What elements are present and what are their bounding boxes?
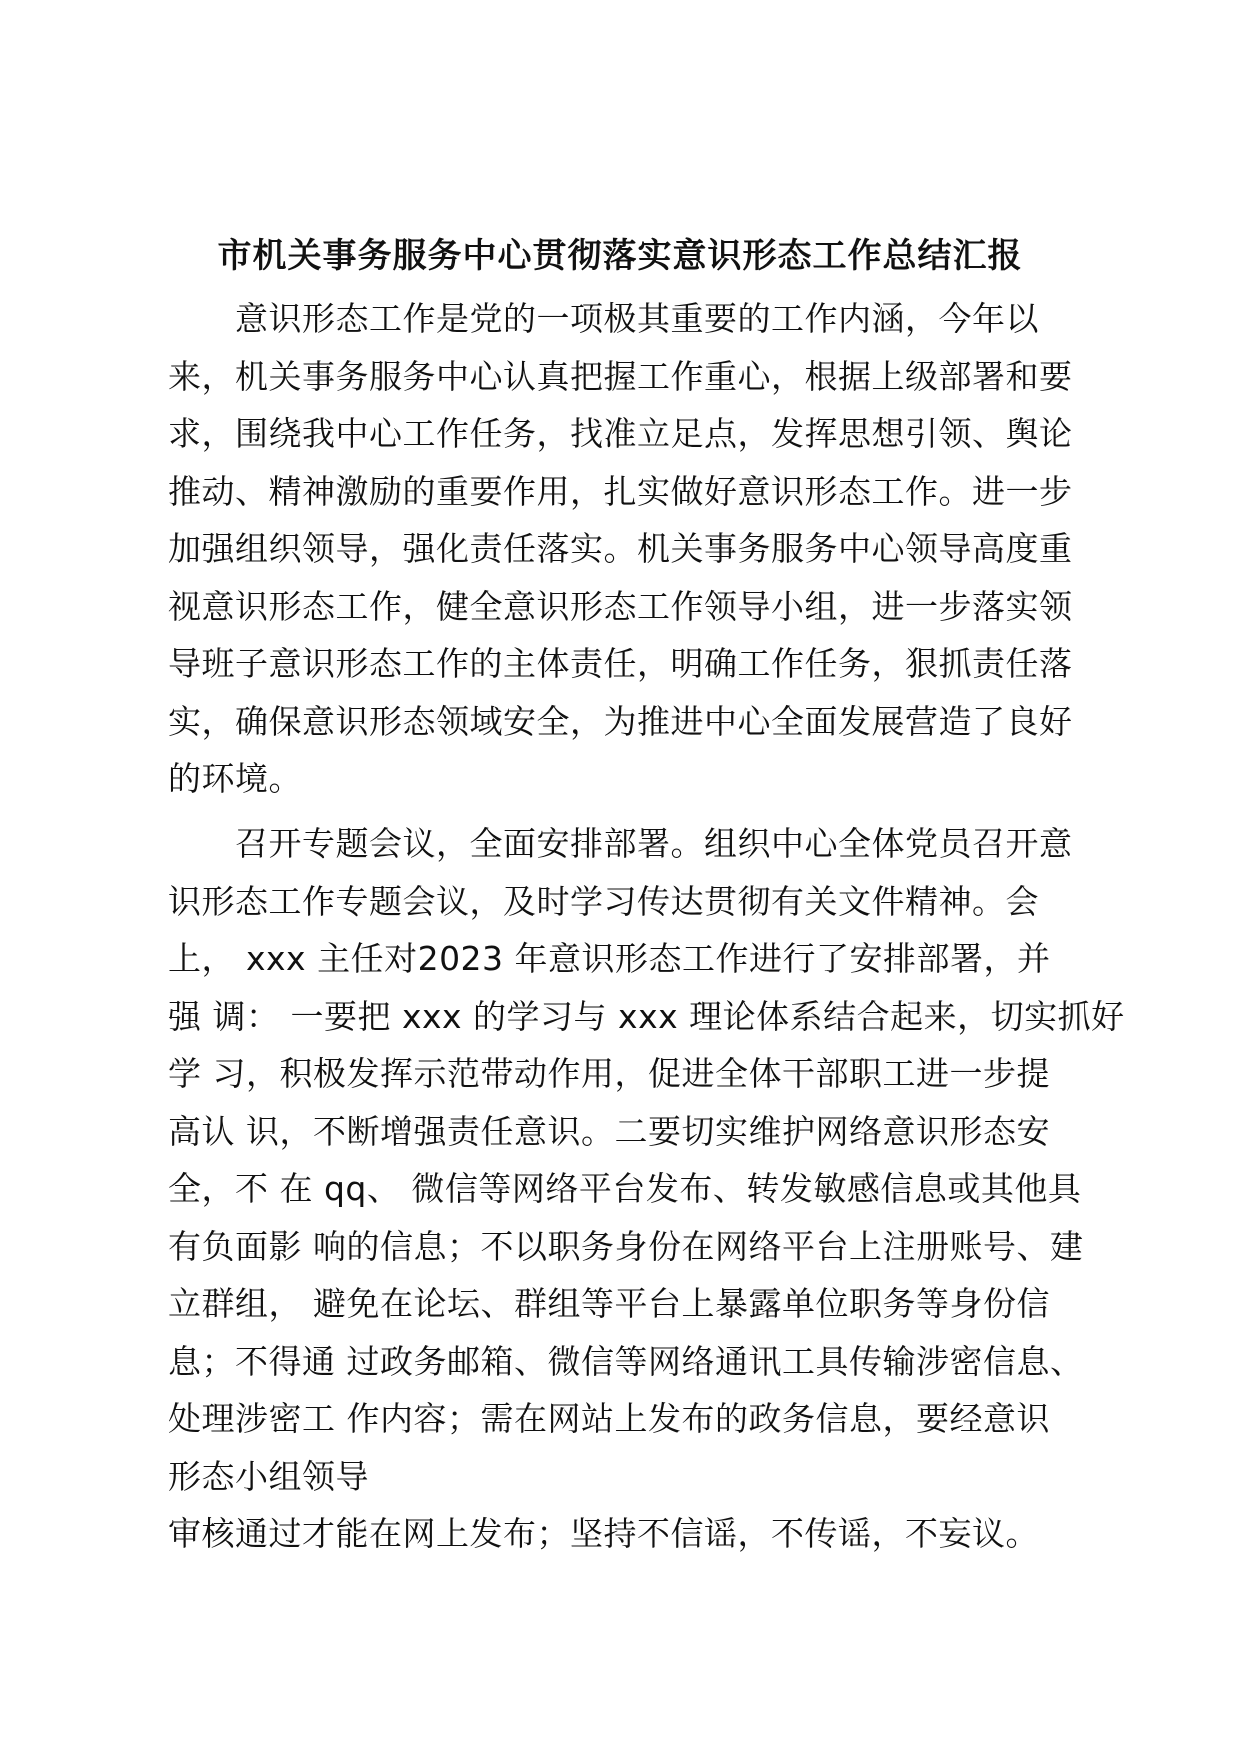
- text-line: 学 习，积极发挥示范带动作用，促进全体干部职工进一步提: [168, 1054, 1050, 1093]
- text-line: 全，不 在 qq、 微信等网络平台发布、转发敏感信息或其他具: [168, 1169, 1082, 1208]
- text-line: 加强组织领导，强化责任落实。机关事务服务中心领导高度重: [168, 529, 1073, 568]
- text-line: 上， xxx 主任对2023 年意识形态工作进行了安排部署，并: [168, 939, 1051, 978]
- text-line: 的环境。: [168, 759, 302, 798]
- text-line: 息；不得通 过政务邮箱、微信等网络通讯工具传输涉密信息、: [168, 1341, 1084, 1381]
- text-line: 导班子意识形态工作的主体责任，明确工作任务，狠抓责任落: [168, 644, 1073, 683]
- text-line: 意识形态工作是党的一项极其重要的工作内涵，今年以: [168, 299, 1039, 338]
- text-line: 来，机关事务服务中心认真把握工作重心，根据上级部署和要: [168, 356, 1073, 396]
- text-line: 实，确保意识形态领域安全，为推进中心全面发展营造了良好: [168, 701, 1073, 741]
- text-line: 召开专题会议，全面安排部署。组织中心全体党员召开意: [168, 824, 1073, 863]
- text-line: 处理涉密工 作内容；需在网站上发布的政务信息，要经意识: [168, 1399, 1050, 1438]
- text-line: 求，围绕我中心工作任务，找准立足点，发挥思想引领、舆论: [168, 414, 1073, 453]
- text-line: 形态小组领导: [168, 1456, 369, 1496]
- text-line: 推动、精神激励的重要作用，扎实做好意识形态工作。进一步: [168, 471, 1073, 511]
- text-line: 强 调： 一要把 xxx 的学习与 xxx 理论体系结合起来，切实抓好: [168, 996, 1125, 1036]
- text-line: 有负面影 响的信息；不以职务身份在网络平台上注册账号、建: [168, 1226, 1084, 1266]
- text-line: 高认 识，不断增强责任意识。二要切实维护网络意识形态安: [168, 1111, 1050, 1151]
- text-line: 视意识形态工作，健全意识形态工作领导小组，进一步落实领: [168, 586, 1073, 626]
- document-title: 市机关事务服务中心贯彻落实意识形态工作总结汇报: [217, 236, 1023, 276]
- text-line: 立群组， 避免在论坛、群组等平台上暴露单位职务等身份信: [168, 1284, 1050, 1323]
- paragraph-1: [168, 290, 1098, 808]
- text-line: 识形态工作专题会议，及时学习传达贯彻有关文件精神。会: [168, 881, 1039, 921]
- text-line: 审核通过才能在网上发布；坚持不信谣，不传谣，不妄议。: [168, 1514, 1039, 1553]
- paragraph-2: [168, 815, 1125, 1563]
